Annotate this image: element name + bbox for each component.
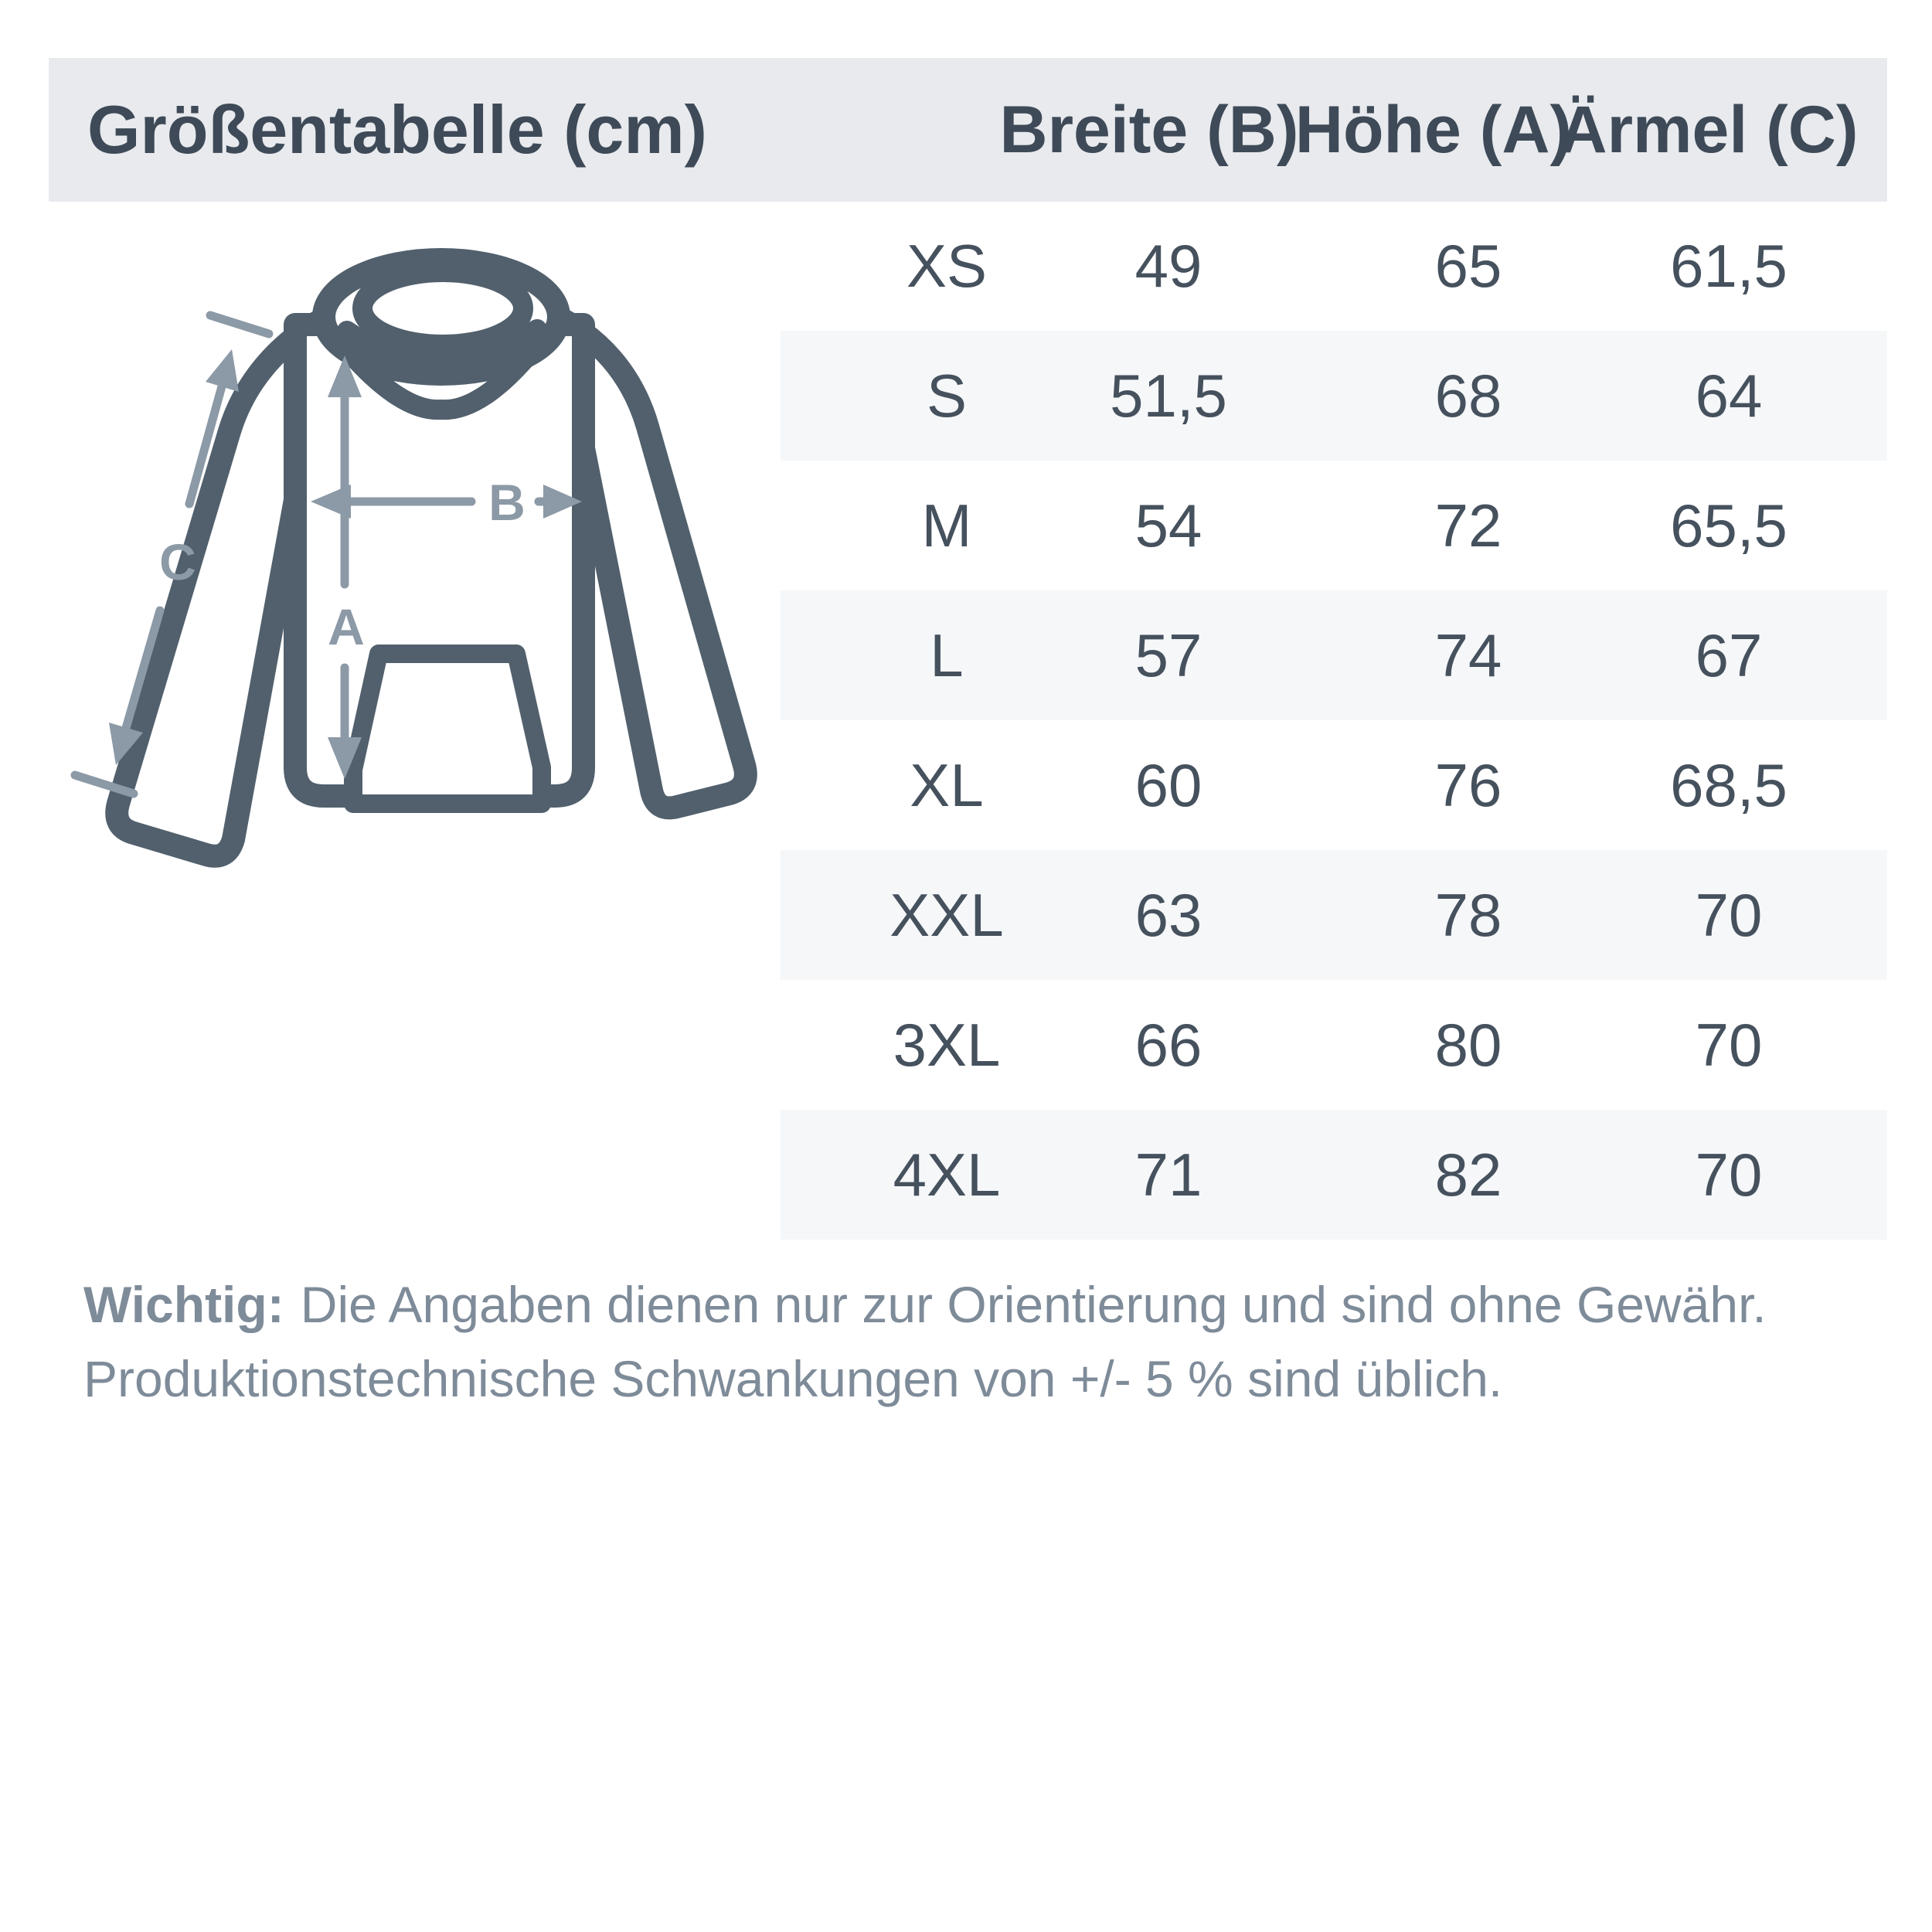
disclaimer-line-2 [83,1342,1861,1416]
aermel-value: 70 [1695,1141,1763,1209]
table-row [781,331,1887,461]
hoehe-value: 68 [1434,362,1502,430]
measure-c-tick-top [210,315,269,334]
breite-value: 60 [1134,751,1202,819]
table-row [781,1110,1887,1240]
size-label: XL [910,751,984,819]
page-title: Größentabelle (cm) [87,91,707,168]
table-header-bar [49,58,1887,202]
disclaimer-line-1 [83,1267,1861,1342]
aermel-value: 61,5 [1670,232,1787,300]
disclaimer-label: Wichtig: [83,1276,284,1333]
hoodie-measurement-diagram [46,216,788,912]
size-label: S [926,362,968,430]
column-header-aermel: Ärmel (C) [1559,93,1859,167]
hoehe-value: 72 [1434,492,1502,560]
aermel-value: 64 [1695,362,1763,430]
size-label: L [930,621,964,689]
measure-label-c: C [159,533,196,590]
arrowhead-c-up [206,349,239,392]
aermel-value: 67 [1695,621,1763,689]
hoehe-value: 78 [1434,881,1502,949]
breite-value: 71 [1134,1141,1202,1209]
column-header-breite: Breite (B) [999,93,1299,167]
size-label: 3XL [893,1011,1001,1079]
disclaimer-text-1: Die Angaben dienen nur zur Orientierung und sind ohne Gewähr. [300,1276,1767,1333]
aermel-value: 68,5 [1670,751,1787,819]
hoehe-value: 82 [1434,1141,1502,1209]
breite-value: 57 [1134,621,1202,689]
size-label: M [921,492,972,560]
kangaroo-pocket [353,654,542,804]
table-row [781,980,1887,1110]
breite-value: 51,5 [1110,362,1227,430]
disclaimer-text-2: Produktionstechnische Schwankungen von +/- 5 % sind üblich. [83,1350,1503,1407]
hoehe-value: 65 [1434,232,1502,300]
table-row [781,850,1887,980]
aermel-value: 70 [1695,881,1763,949]
column-header-hoehe: Höhe (A) [1294,93,1573,167]
table-row [781,590,1887,720]
table-row [781,461,1887,590]
aermel-value: 65,5 [1670,492,1787,560]
hoehe-value: 74 [1434,621,1502,689]
hood-inner-ring [362,272,523,345]
breite-value: 54 [1134,492,1202,560]
hoehe-value: 76 [1434,751,1502,819]
table-row [781,201,1887,331]
hoehe-value: 80 [1434,1011,1502,1079]
size-label: XS [906,232,988,300]
breite-value: 63 [1134,881,1202,949]
table-row [781,720,1887,850]
breite-value: 49 [1134,232,1202,300]
measure-label-b: B [488,474,526,531]
breite-value: 66 [1134,1011,1202,1079]
aermel-value: 70 [1695,1011,1763,1079]
measure-label-a: A [328,598,365,655]
size-label: XXL [889,881,1004,949]
disclaimer-note [83,1267,1861,1416]
size-label: 4XL [893,1141,1001,1209]
